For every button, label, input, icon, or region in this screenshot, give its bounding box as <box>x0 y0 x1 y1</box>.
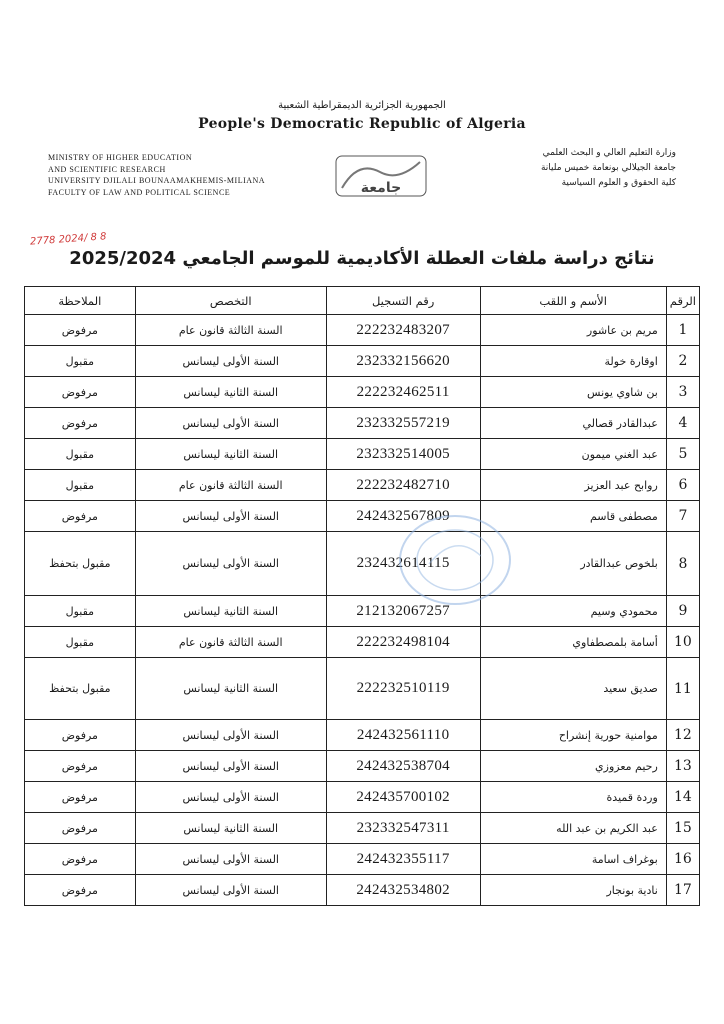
ministry-en-line: FACULTY OF LAW AND POLITICAL SCIENCE <box>48 187 231 197</box>
cell-specialty: السنة الثانية ليسانس <box>135 439 326 470</box>
cell-specialty: السنة الأولى ليسانس <box>135 875 326 906</box>
cell-specialty: السنة الثانية ليسانس <box>135 658 326 720</box>
cell-name: بلخوص عبدالقادر <box>480 532 666 596</box>
table-row <box>25 627 700 658</box>
table-row <box>25 470 700 501</box>
official-stamp-icon <box>395 512 515 608</box>
cell-number: 17 <box>666 875 699 906</box>
cell-registration: 242432355117 <box>326 844 480 875</box>
cell-registration: 222232483207 <box>326 315 480 346</box>
cell-specialty: السنة الثانية ليسانس <box>135 377 326 408</box>
cell-registration: 232432614115 <box>326 532 480 596</box>
results-table <box>24 286 700 906</box>
cell-number: 13 <box>666 751 699 782</box>
cell-number: 12 <box>666 720 699 751</box>
cell-note: مرفوض <box>25 813 136 844</box>
cell-specialty: السنة الأولى ليسانس <box>135 751 326 782</box>
ministry-ar-line: جامعة الجيلالي بونعامة خميس مليانة <box>540 163 676 173</box>
cell-registration: 232332557219 <box>326 408 480 439</box>
cell-registration: 242432534802 <box>326 875 480 906</box>
cell-note: مقبول <box>25 470 136 501</box>
university-logo <box>328 154 434 200</box>
table-row <box>25 782 700 813</box>
cell-name: بن شاوي يونس <box>480 377 666 408</box>
table-row <box>25 658 700 720</box>
cell-registration: 222232482710 <box>326 470 480 501</box>
cell-specialty: السنة الثالثة قانون عام <box>135 627 326 658</box>
table-row <box>25 844 700 875</box>
cell-note: مرفوض <box>25 377 136 408</box>
ministry-arabic-block <box>541 146 676 191</box>
cell-name: اوقارة خولة <box>480 346 666 377</box>
cell-name: مصطفى قاسم <box>480 501 666 532</box>
table-row <box>25 501 700 532</box>
cell-name: مريم بن عاشور <box>480 315 666 346</box>
table-row <box>25 813 700 844</box>
cell-name: وردة قميدة <box>480 782 666 813</box>
cell-registration: 242432538704 <box>326 751 480 782</box>
ministry-ar-line: وزارة التعليم العالي و البحث العلمي <box>542 148 676 158</box>
cell-registration: 212132067257 <box>326 596 480 627</box>
cell-name: نادية بونجار <box>480 875 666 906</box>
cell-note: مرفوض <box>25 408 136 439</box>
cell-number: 9 <box>666 596 699 627</box>
cell-note: مرفوض <box>25 751 136 782</box>
cell-registration: 222232498104 <box>326 627 480 658</box>
ministry-ar-line: كلية الحقوق و العلوم السياسية <box>561 178 676 188</box>
cell-registration: 242435700102 <box>326 782 480 813</box>
cell-registration: 222232462511 <box>326 377 480 408</box>
cell-registration: 232332547311 <box>326 813 480 844</box>
cell-registration: 232332156620 <box>326 346 480 377</box>
cell-note: مرفوض <box>25 875 136 906</box>
header-name: الأسم و اللقب <box>480 287 666 315</box>
cell-note: مقبول <box>25 596 136 627</box>
table-row <box>25 346 700 377</box>
cell-note: مقبول <box>25 627 136 658</box>
cell-name: عبد الكريم بن عبد الله <box>480 813 666 844</box>
cell-number: 2 <box>666 346 699 377</box>
cell-specialty: السنة الثانية ليسانس <box>135 596 326 627</box>
ministry-english-block <box>48 152 265 198</box>
cell-specialty: السنة الأولى ليسانس <box>135 408 326 439</box>
table-row <box>25 377 700 408</box>
cell-registration: 242432561110 <box>326 720 480 751</box>
ministry-en-line: UNIVERSITY DJILALI BOUNAAMAKHEMIS-MILIANA <box>48 176 266 185</box>
header-number: الرقم <box>666 287 699 315</box>
cell-number: 16 <box>666 844 699 875</box>
cell-number: 1 <box>666 315 699 346</box>
cell-specialty: السنة الأولى ليسانس <box>135 720 326 751</box>
header-note: الملاحظة <box>25 287 136 315</box>
table-header-row <box>25 287 700 315</box>
cell-specialty: السنة الثانية ليسانس <box>135 813 326 844</box>
cell-specialty: السنة الأولى ليسانس <box>135 346 326 377</box>
cell-note: مرفوض <box>25 315 136 346</box>
cell-registration: 242432567809 <box>326 501 480 532</box>
table-row <box>25 532 700 596</box>
cell-specialty: السنة الأولى ليسانس <box>135 532 326 596</box>
cell-number: 5 <box>666 439 699 470</box>
cell-number: 4 <box>666 408 699 439</box>
cell-name: صديق سعيد <box>480 658 666 720</box>
table-row <box>25 315 700 346</box>
cell-specialty: السنة الثالثة قانون عام <box>135 315 326 346</box>
cell-specialty: السنة الثالثة قانون عام <box>135 470 326 501</box>
cell-name: روابح عبد العزيز <box>480 470 666 501</box>
document-title: نتائج دراسة ملفات العطلة الأكاديمية للموسم الجامعي 2025/2024 <box>69 248 655 269</box>
cell-note: مقبول بتحفظ <box>25 658 136 720</box>
header-country-english: People's Democratic Republic of Algeria <box>198 116 526 132</box>
table-row <box>25 875 700 906</box>
cell-name: رحيم معزوزي <box>480 751 666 782</box>
cell-number: 7 <box>666 501 699 532</box>
cell-name: محمودي وسيم <box>480 596 666 627</box>
table-row <box>25 751 700 782</box>
cell-note: مرفوض <box>25 844 136 875</box>
cell-note: مقبول بتحفظ <box>25 532 136 596</box>
cell-name: عبد الغني ميمون <box>480 439 666 470</box>
logo-text: جامعة <box>360 180 402 196</box>
cell-specialty: السنة الأولى ليسانس <box>135 501 326 532</box>
cell-name: أسامة بلمصطفاوي <box>480 627 666 658</box>
table-row <box>25 596 700 627</box>
cell-note: مرفوض <box>25 782 136 813</box>
header-registration: رقم التسجيل <box>326 287 480 315</box>
table-row <box>25 408 700 439</box>
ministry-en-line: MINISTRY OF HIGHER EDUCATION <box>48 153 193 162</box>
cell-name: عبدالقادر قصالي <box>480 408 666 439</box>
cell-note: مقبول <box>25 439 136 470</box>
table-row <box>25 439 700 470</box>
cell-specialty: السنة الأولى ليسانس <box>135 844 326 875</box>
handwritten-reference-note: 2778 2024/ 8 8 <box>29 231 107 248</box>
cell-specialty: السنة الأولى ليسانس <box>135 782 326 813</box>
header-specialty: التخصص <box>135 287 326 315</box>
table-row <box>25 720 700 751</box>
cell-number: 15 <box>666 813 699 844</box>
ministry-en-line: AND SCIENTIFIC RESEARCH <box>48 164 166 174</box>
cell-name: بوغراف اسامة <box>480 844 666 875</box>
cell-name: موامنية حورية إنشراح <box>480 720 666 751</box>
cell-number: 8 <box>666 532 699 596</box>
cell-registration: 232332514005 <box>326 439 480 470</box>
cell-number: 11 <box>666 658 699 720</box>
cell-registration: 222232510119 <box>326 658 480 720</box>
cell-note: مرفوض <box>25 720 136 751</box>
cell-number: 6 <box>666 470 699 501</box>
cell-number: 14 <box>666 782 699 813</box>
header-country-arabic: الجمهورية الجزائرية الديمقراطية الشعبية <box>278 100 446 111</box>
cell-note: مقبول <box>25 346 136 377</box>
cell-note: مرفوض <box>25 501 136 532</box>
cell-number: 10 <box>666 627 699 658</box>
cell-number: 3 <box>666 377 699 408</box>
